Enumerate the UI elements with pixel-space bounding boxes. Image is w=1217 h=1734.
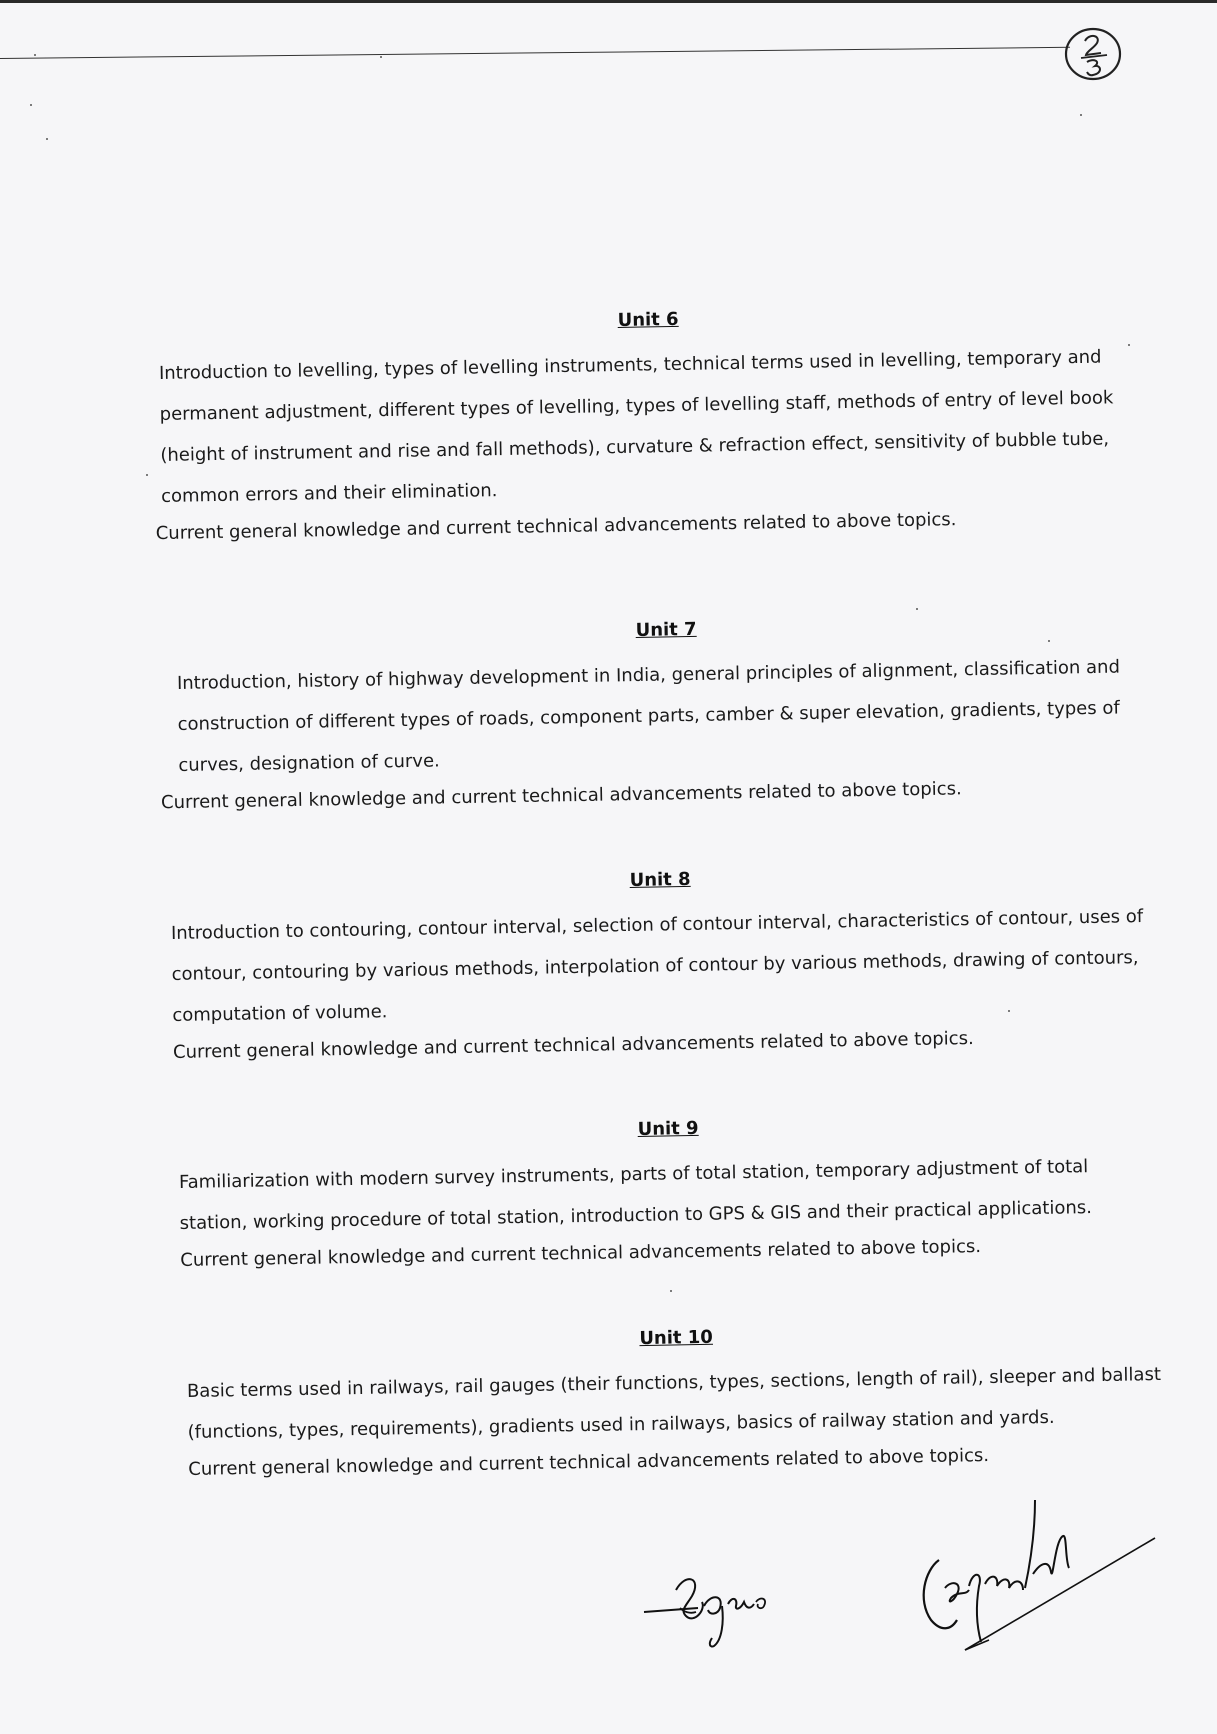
unit-9-title: Unit 9 [637,1117,699,1140]
unit-6-description: Introduction to levelling, types of levelling instruments, technical terms used in levelling, temporary and permanent adjustment, different types of levelling, types of levelling staff, methods of entry of level book (height of instrument and rise and fall methods), curvature & refraction effect, sensitivity of bubble tube, common errors and their elimination. [158,346,1114,507]
scan-speck [1008,1010,1010,1012]
unit-9-section [178,1110,1160,1278]
scan-speck [1128,344,1130,346]
signature-left [640,1550,830,1660]
unit-6-note: Current general knowledge and current technical advancements related to above topics. [155,509,957,545]
unit-6-section [155,301,1142,551]
scan-speck [916,608,918,610]
scan-speck [380,56,382,58]
unit-8-title: Unit 8 [629,868,691,891]
page-number-mark [1063,25,1123,83]
unit-7-title: Unit 7 [635,618,697,641]
unit-8-note: Current general knowledge and current technical advancements related to above topics. [172,1027,974,1063]
scan-speck [1048,640,1050,642]
scan-speck [46,138,48,140]
scan-speck [146,474,148,476]
unit-8-section [170,861,1153,1070]
scan-speck [1080,114,1082,116]
unit-7-note: Current general knowledge and current technical advancements related to above topics. [160,778,962,814]
unit-8-description: Introduction to contouring, contour interval, selection of contour interval, characteristics of contour, uses of contour, contouring by various methods, interpolation of contour by various methods, drawing of contours, computation of volume. [170,906,1144,1026]
unit-7-description: Introduction, history of highway development in India, general principles of alignment, classification and construction of different types of roads, component parts, camber & super elevation, gradients, types of curves, designation of curve. [176,656,1121,776]
unit-10-note: Current general knowledge and current technical advancements related to above topics. [188,1445,990,1480]
unit-9-description: Familiarization with modern survey instruments, parts of total station, temporary adjustment of total station, working procedure of total station, introduction to GPS & GIS and their practical applications. [178,1156,1093,1234]
signature-right [905,1490,1165,1660]
unit-9-note: Current general knowledge and current technical advancements related to above topics. [180,1236,982,1271]
unit-10-description: Basic terms used in railways, rail gauges (their functions, types, sections, length of rail), sleeper and ballast (functions, types, requirements), gradients used in railways, basics of railway station and yards. [186,1363,1162,1443]
scan-speck [34,54,36,56]
scan-speck [30,104,32,106]
unit-10-title: Unit 10 [639,1326,714,1350]
scan-speck [670,1290,672,1292]
top-border [0,0,1217,3]
unit-6-title: Unit 6 [617,308,679,331]
unit-7-section [160,611,1159,820]
unit-10-section [186,1319,1168,1487]
header-rule [0,47,1070,59]
